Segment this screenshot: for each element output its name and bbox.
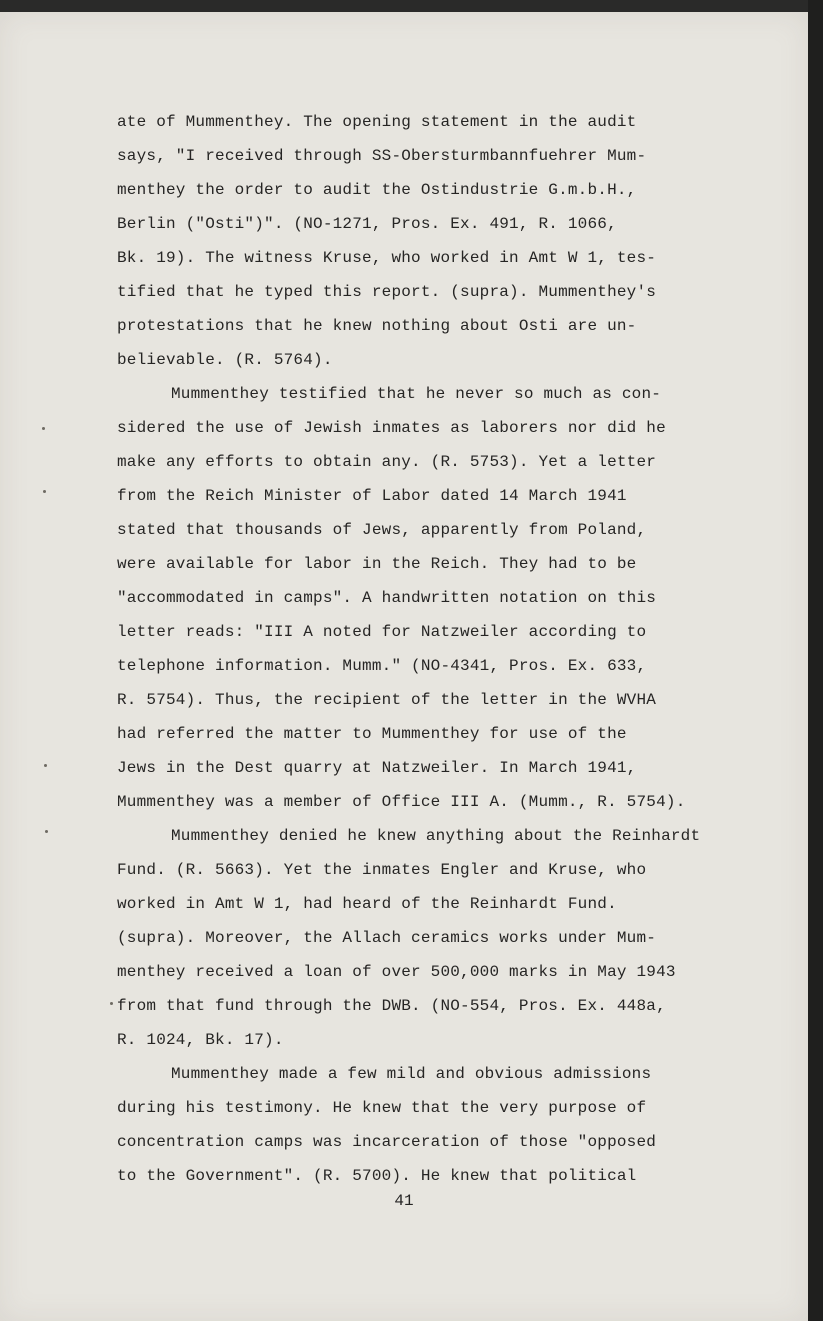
scan-border-right: [808, 0, 823, 1321]
text-line: had referred the matter to Mummenthey for use of the: [117, 725, 627, 743]
paper-speck: [42, 427, 45, 430]
text-line: protestations that he knew nothing about Osti are un-: [117, 317, 637, 335]
paper-speck: [43, 490, 46, 493]
paragraph-start-line: Mummenthey made a few mild and obvious admissions: [171, 1065, 652, 1083]
text-line: worked in Amt W 1, had heard of the Reinhardt Fund.: [117, 895, 617, 913]
text-line: says, "I received through SS-Obersturmbannfuehrer Mum-: [117, 147, 647, 165]
text-line: believable. (R. 5764).: [117, 351, 333, 369]
text-line: menthey received a loan of over 500,000 marks in May 1943: [117, 963, 676, 981]
text-line: Jews in the Dest quarry at Natzweiler. In March 1941,: [117, 759, 637, 777]
text-line: menthey the order to audit the Ostindustrie G.m.b.H.,: [117, 181, 637, 199]
paper-speck: [110, 1002, 113, 1005]
paragraph-start-line: Mummenthey testified that he never so much as con-: [171, 385, 662, 403]
text-line: R. 5754). Thus, the recipient of the letter in the WVHA: [117, 691, 657, 709]
text-line: were available for labor in the Reich. They had to be: [117, 555, 637, 573]
paper-speck: [45, 830, 48, 833]
text-line: from that fund through the DWB. (NO-554, Pros. Ex. 448a,: [117, 997, 666, 1015]
text-line: ate of Mummenthey. The opening statement in the audit: [117, 113, 637, 131]
text-line: tified that he typed this report. (supra). Mummenthey's: [117, 283, 657, 301]
paragraph-start-line: Mummenthey denied he knew anything about the Reinhardt: [171, 827, 701, 845]
paper-speck: [44, 764, 47, 767]
text-line: sidered the use of Jewish inmates as laborers nor did he: [117, 419, 666, 437]
text-line: to the Government". (R. 5700). He knew that political: [117, 1167, 637, 1185]
page-number: 41: [394, 1192, 414, 1210]
text-line: letter reads: "III A noted for Natzweiler according to: [117, 623, 647, 641]
text-line: stated that thousands of Jews, apparently from Poland,: [117, 521, 647, 539]
text-line: during his testimony. He knew that the very purpose of: [117, 1099, 647, 1117]
text-line: "accommodated in camps". A handwritten notation on this: [117, 589, 657, 607]
text-line: R. 1024, Bk. 17).: [117, 1031, 284, 1049]
text-line: Bk. 19). The witness Kruse, who worked in Amt W 1, tes-: [117, 249, 657, 267]
text-line: Mummenthey was a member of Office III A. (Mumm., R. 5754).: [117, 793, 686, 811]
text-line: make any efforts to obtain any. (R. 5753). Yet a letter: [117, 453, 657, 471]
text-line: Berlin ("Osti")". (NO-1271, Pros. Ex. 491, R. 1066,: [117, 215, 617, 233]
scan-border-top: [0, 0, 823, 12]
document-page: [0, 12, 808, 1321]
text-line: concentration camps was incarceration of those "opposed: [117, 1133, 657, 1151]
body-text: [117, 105, 717, 1193]
text-line: from the Reich Minister of Labor dated 14 March 1941: [117, 487, 627, 505]
text-line: Fund. (R. 5663). Yet the inmates Engler and Kruse, who: [117, 861, 647, 879]
text-line: telephone information. Mumm." (NO-4341, Pros. Ex. 633,: [117, 657, 647, 675]
text-line: (supra). Moreover, the Allach ceramics works under Mum-: [117, 929, 657, 947]
